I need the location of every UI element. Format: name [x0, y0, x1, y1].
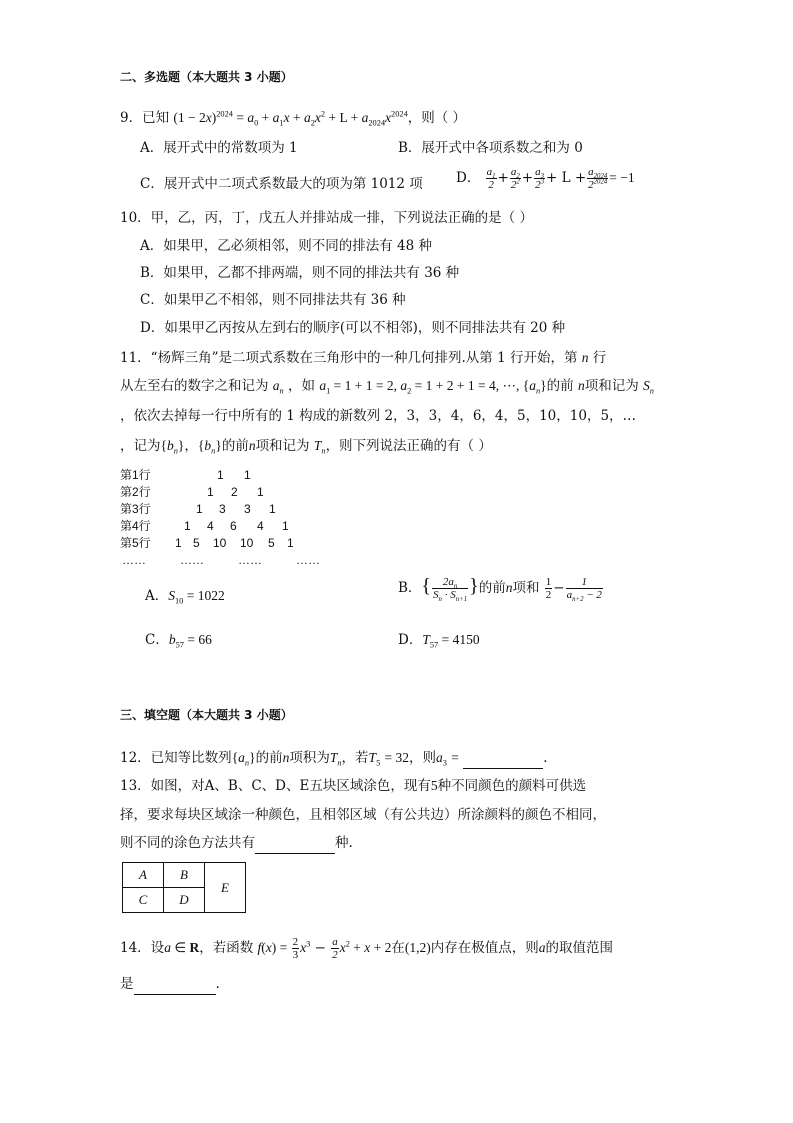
q9-option-d: D． $\frac{a_1}{2}$ + $\frac{a_2}{2^2}$ + $\frac{a_3}{2^3}$ + L + $\frac{a_{2024}}{2^{2024}}$ = −1 [456, 166, 635, 191]
q14-dot: . [215, 976, 220, 992]
q10-option-c: C．如果甲乙不相邻，则不同排法共有 36 种 [140, 292, 406, 308]
q11-line2-pre: 从左至右的数字之和记为 [120, 378, 269, 394]
q13-line1-post: 种不同颜色的颜料可供选 [437, 778, 587, 794]
q12-mid3: ，若 [341, 750, 369, 766]
region-a: A [123, 863, 164, 888]
q9-option-a: A．展开式中的常数项为 1 [140, 140, 298, 156]
q11-line1-text: 11．“杨辉三角”是二项式系数在三角形中的一种几何排列.从第 1 行开始，第 [120, 350, 578, 366]
yanghui-triangle: 第1行 第2行 第3行 第4行 第5行 1 1 1 2 1 1 3 3 1 1 4 6 4 1 1 5 10 10 5 1 …… …… …… …… [120, 468, 320, 567]
q11-option-a-text: = 1022 [186, 588, 225, 603]
q11-line2-mid: ，如 [288, 378, 316, 394]
q11-option-d-text: = 4150 [441, 632, 480, 647]
q9-pre: 已知 [142, 110, 170, 126]
q12-answer-blank[interactable] [463, 748, 543, 769]
triangle-row-label: 第2行 [120, 485, 151, 499]
q10-option-b: B．如果甲，乙都不排两端，则不同的排法共有 36 种 [140, 265, 460, 281]
q13-line1-pre: 13．如图，对A、B、C、D、E五块区域涂色，现有 [120, 778, 431, 794]
q13-answer-blank[interactable] [255, 833, 335, 854]
question-13-line2: 择，要求每块区域涂一种颜色，且相邻区域（有公共边）所涂颜料的颜色不相同， [120, 807, 606, 823]
question-10-stem: 10．甲，乙，丙，丁，戊五人并排站成一排，下列说法正确的是（ ） [120, 210, 533, 226]
q13-line3-pre: 则不同的涂色方法共有 [120, 835, 255, 851]
q12-mid2: 项积为 [289, 750, 330, 766]
q9-number: 9． [120, 110, 143, 126]
triangle-row-label: 第1行 [120, 468, 151, 482]
question-14-line1: 14．设a ∈ R，若函数 f(x) = $\frac{2}{3}$ $x^3$ − $\frac{a}{2}$ $x^2 + x + 2$在(1,2)内存在极值点，则a的取值范围 [120, 936, 614, 961]
q11-option-b-end: 项和 [512, 580, 540, 596]
question-14-line2 [120, 974, 220, 995]
q11-option-b-mid: 的前 [478, 580, 506, 596]
q13-line3-post: 种. [335, 835, 353, 851]
region-b: B [164, 863, 205, 888]
q13-five: 5 [430, 778, 438, 793]
triangle-dots: …… [238, 553, 262, 567]
q11-option-d-label: D． [398, 632, 423, 648]
question-13-line3 [120, 833, 353, 854]
question-9-stem [120, 108, 466, 128]
q11-option-b-label: B． [398, 580, 422, 596]
q11-line4-post: 项和记为 [255, 438, 310, 454]
q11-option-a-label: A． [145, 588, 169, 604]
q14-answer-blank[interactable] [134, 974, 216, 995]
triangle-dots: …… [296, 553, 320, 567]
section-2-title: 二、多选题（本大题共 3 小题） [120, 70, 293, 84]
triangle-dots: …… [122, 553, 146, 567]
q11-line4-end: ，则下列说法正确的有（ ） [325, 438, 492, 454]
question-11-line2: 从左至右的数字之和记为 $a_n$ ，如 $a_1 = 1 + 1 = 2$, $a_2 = 1 + 2 + 1 = 4$, ⋯, $\{a_n\}$的前 n项和记为 $S_n$ [120, 378, 654, 396]
question-11-line1: 11．“杨辉三角”是二项式系数在三角形中的一种几何排列.从第 1 行开始，第 n 行 [120, 350, 607, 366]
q12-pre: 12．已知等比数列 [120, 750, 232, 766]
q11-option-c-text: = 66 [187, 632, 212, 647]
q14-pre: 14．设 [120, 940, 165, 956]
q10-option-a: A．如果甲，乙必须相邻，则不同的排法有 48 种 [140, 238, 433, 254]
q11-line4-mid: 的前 [221, 438, 249, 454]
region-d: D [164, 888, 205, 913]
q12-end: = [451, 750, 459, 765]
q11-line2-post: 的前 [546, 378, 574, 394]
q11-option-b: B．{ $\frac{2a_n}{S_n \cdot S_{n+1}}$ }的前n项和 $\frac{1}{2}$ − $\frac{1}{a_{n+2} - 2}$ [398, 575, 602, 604]
triangle-row-label: 第4行 [120, 519, 151, 533]
region-e: E [205, 863, 246, 913]
q11-option-a: A．$S_{10} = 1022$ [145, 588, 225, 606]
q9-expansion: $(1 - 2x)^{2024} = a_0 + a_1x + a_2x^2 + L + a_{2024}x^{2024}$ [173, 109, 408, 128]
q9-option-c: C．展开式中二项式系数最大的项为第 1012 项 [140, 176, 423, 192]
question-12: 12．已知等比数列$\{a_n\}$的前n项积为$T_n$，若$T_5 = 32$，则$a_3$ = . [120, 750, 548, 768]
region-c: C [123, 888, 164, 913]
q11-option-c: C．$b_{57} = 66$ [145, 632, 212, 650]
q9-option-b: B．展开式中各项系数之和为 0 [398, 140, 583, 156]
coloring-regions-diagram [122, 862, 246, 913]
q10-option-d: D．如果甲乙丙按从左到右的顺序(可以不相邻)，则不同排法共有 20 种 [140, 320, 566, 336]
q14-in: 在 [391, 940, 405, 956]
q14-in2: 内存在极值点，则 [430, 940, 539, 956]
triangle-row-label: 第3行 [120, 502, 151, 516]
q11-option-c-label: C． [145, 632, 169, 648]
question-11-line3: ，依次去掉每一行中所有的 1 构成的新数列 2，3，3，4，6，4，5，10，10，5，… [120, 408, 637, 424]
q12-mid: 的前 [255, 750, 283, 766]
question-13-line1 [120, 776, 586, 796]
q11-line4-pre: ，记为 [120, 438, 161, 454]
q9-option-d-tail: = −1 [609, 170, 635, 185]
q11-line2-end: 项和记为 [584, 378, 639, 394]
q9-post: ，则（ ） [407, 110, 467, 126]
q14-end: 的取值范围 [545, 940, 614, 956]
question-11-line4: ，记为$\{b_n\}$，$\{b_n\}$的前n项和记为 $T_n$，则下列说法正确的有（ ） [120, 438, 492, 456]
q12-mid4: = 32，则 [384, 750, 437, 765]
q9-option-d-label: D． [456, 170, 481, 186]
q12-dot: . [543, 750, 548, 766]
q14-mid: ，若函数 [199, 940, 254, 956]
q11-option-d: D．$T_{57} = 4150$ [398, 632, 480, 650]
triangle-row-label: 第5行 [120, 536, 151, 550]
q14-line2-text: 是 [120, 976, 134, 992]
section-3-title: 三、填空题（本大题共 3 小题） [120, 708, 293, 722]
q11-line1-end: 行 [592, 350, 607, 366]
triangle-dots: …… [180, 553, 204, 567]
